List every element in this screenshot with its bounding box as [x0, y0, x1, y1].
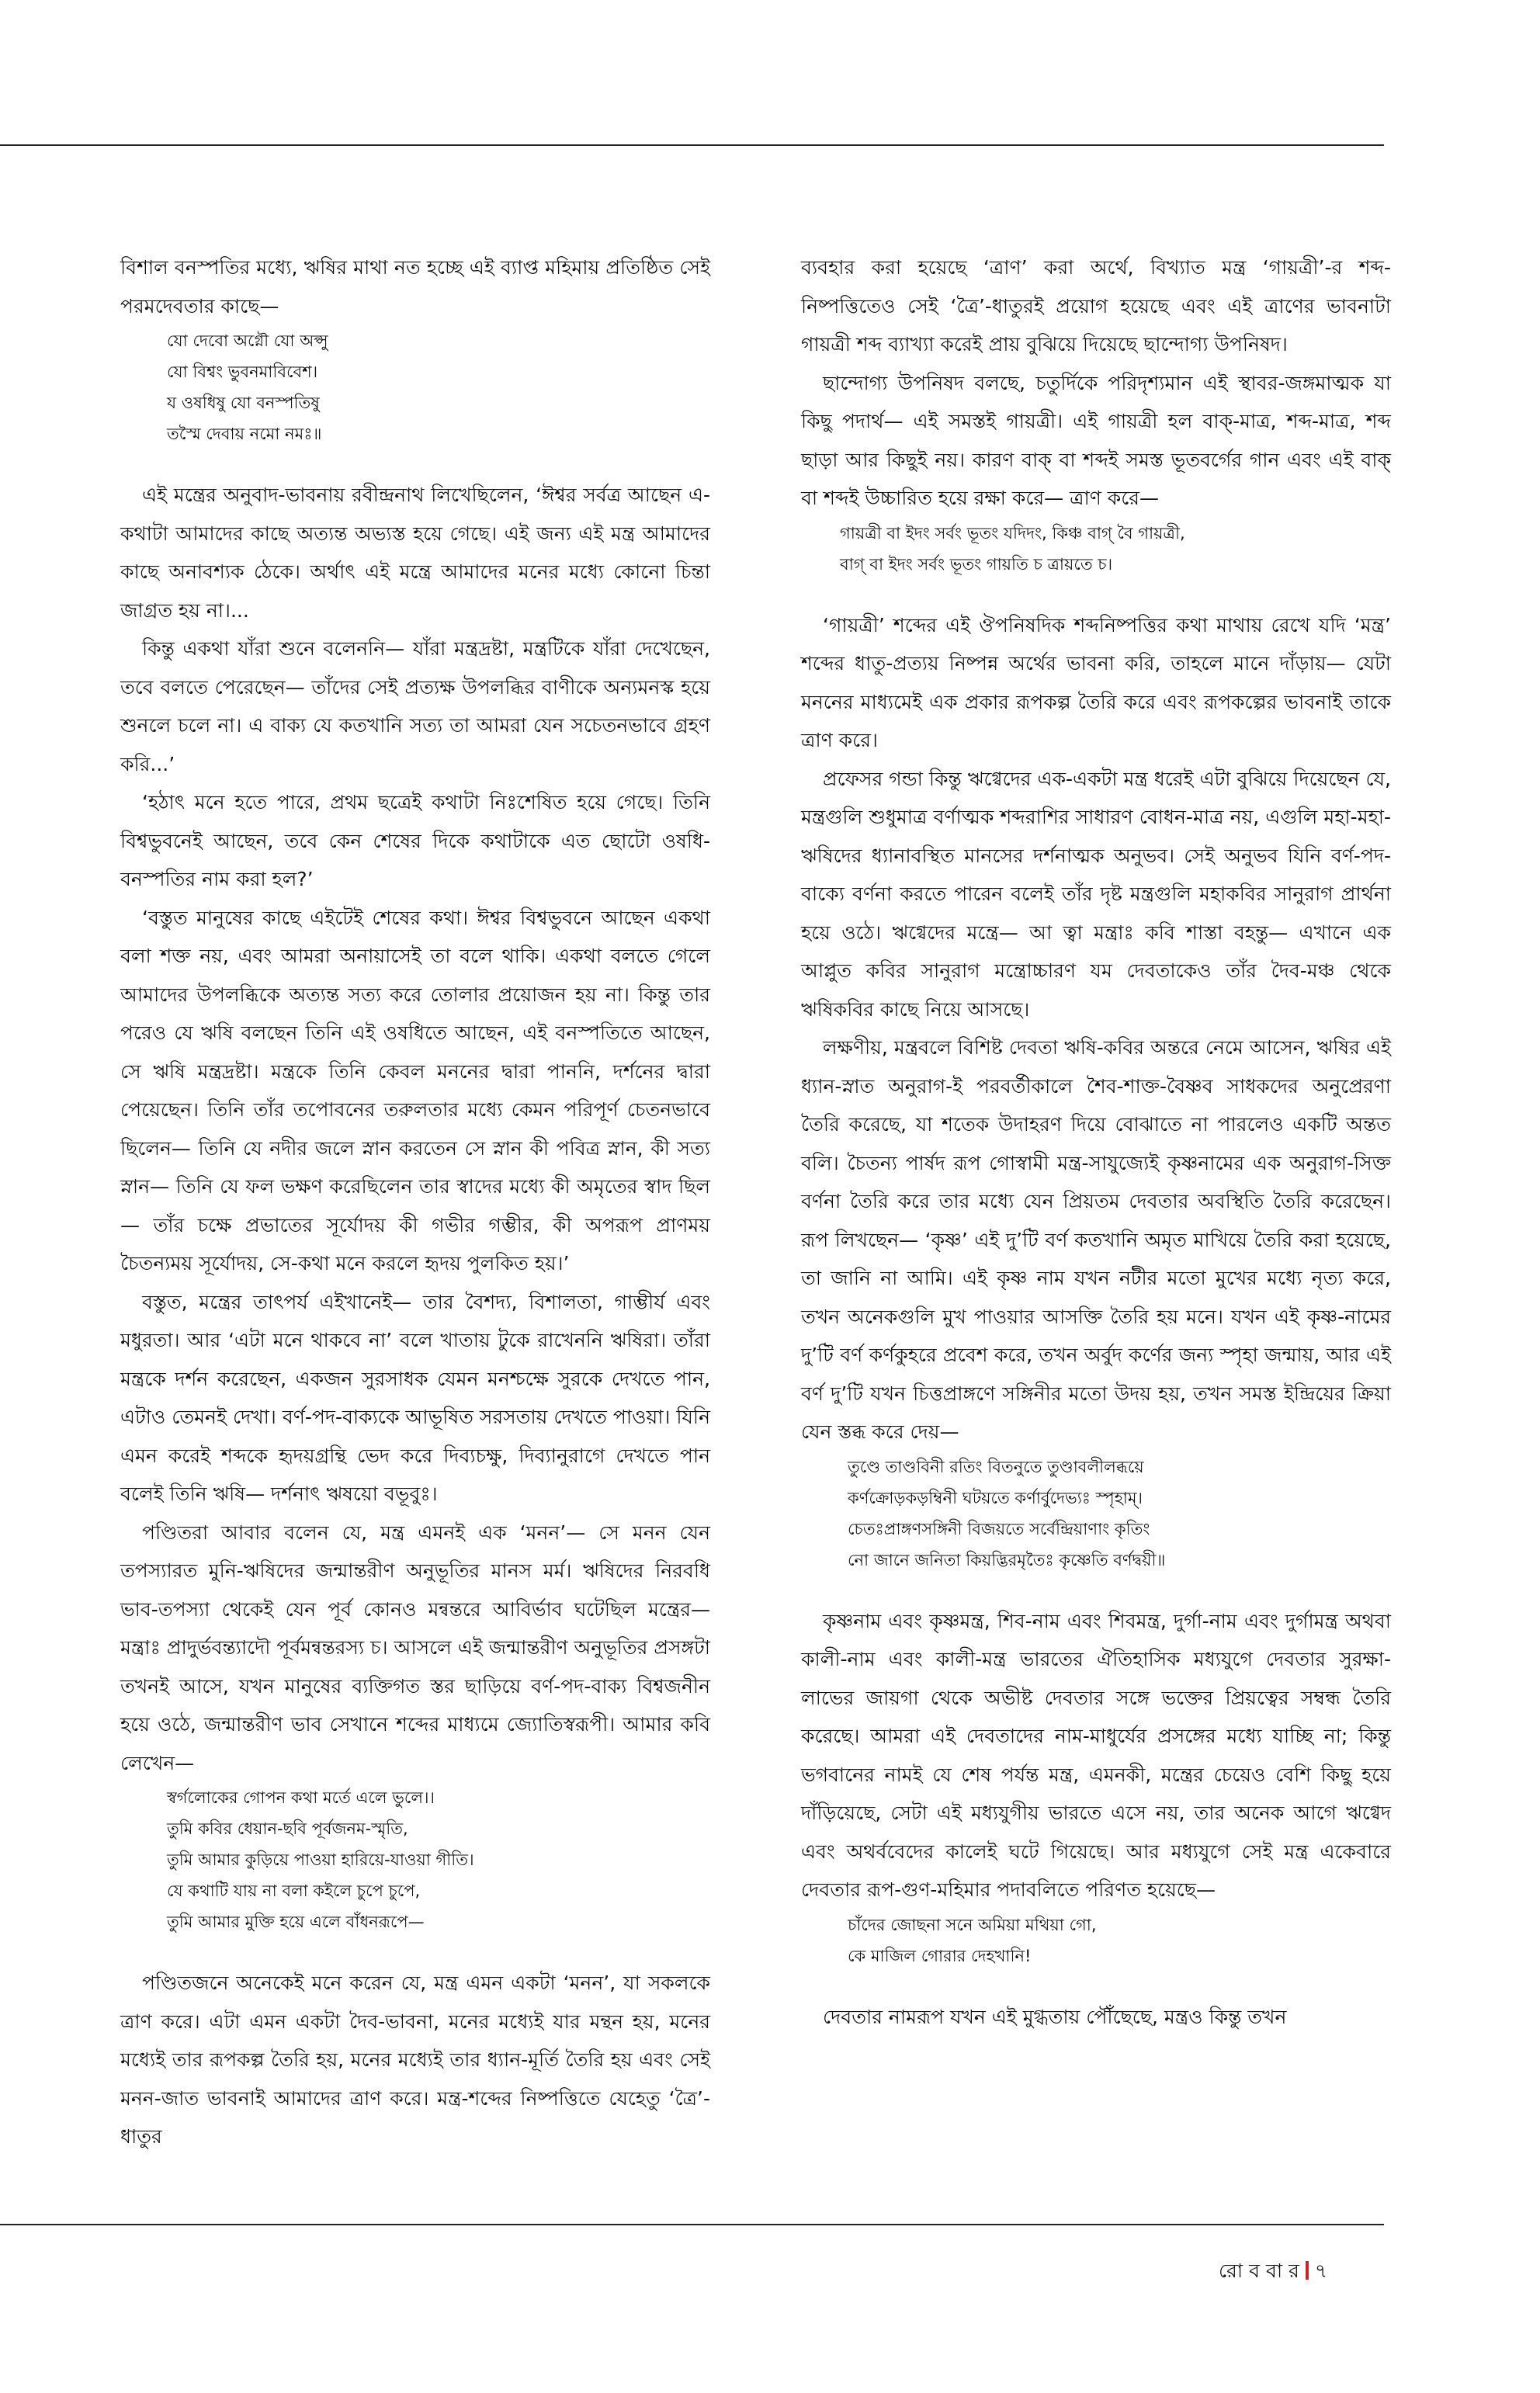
verse-block: [120, 325, 710, 449]
verse-line: তুণ্ডে তাণ্ডবিনী রতিং বিতনুতে তুণ্ডাবলীলব্ধয়ে: [848, 1457, 1144, 1476]
spacer: [120, 1937, 710, 1964]
verse-line: গায়ত্রী বা ইদং সর্বং ভূতং যদিদং, কিঞ্চ বাগ্ বৈ গায়ত্রী,: [840, 523, 1185, 543]
top-rule: [0, 144, 1384, 146]
paragraph: এই মন্ত্রের অনুবাদ-ভাবনায় রবীন্দ্রনাথ লিখেছিলেন, ‘ঈশ্বর সর্বত্র আছেন এ-কথাটা আমাদের কাছে অত্যন্ত অভ্যস্ত হয়ে গেছে। এই জন্য এই মন্ত্র আমাদের কাছে অনাবশ্যক ঠেকে। অর্থাৎ এই মন্ত্রে আমাদের মনের মধ্যে কোনো চিন্তা জাগ্রত হয় না।...: [120, 484, 710, 622]
paragraph: ছান্দোগ্য উপনিষদ বলছে, চতুর্দিকে পরিদৃশ্যমান এই স্থাবর-জঙ্গমাত্মক যা কিছু পদার্থ— এই সমস্তই গায়ত্রী। এই গায়ত্রী হল বাক্-মাত্র, শব্দ-মাত্র, শব্দ ছাড়া আর কিছুই নয়। কারণ বাক্ বা শব্দই সমস্ত ভূতবর্গের গান এবং এই বাক্ বা শব্দই উচ্চারিত হয়ে রক্ষা করে— ত্রাণ করে—: [801, 371, 1391, 509]
verse-line: য ওষধিষু যো বনস্পতিষু: [167, 394, 320, 412]
verse-line: যে কথাটি যায় না বলা কইলে চুপে চুপে,: [167, 1881, 421, 1900]
verse-line: তুমি আমার মুক্তি হয়ে এলে বাঁধনরূপে—: [167, 1913, 425, 1931]
paragraph: ‘গায়ত্রী’ শব্দের এই ঔপনিষদিক শব্দনিষ্পত্তির কথা মাথায় রেখে যদি ‘মন্ত্র’ শব্দের ধাতু-প্রত্যয় নিষ্পন্ন অর্থের ভাবনা করি, তাহলে মানে দাঁড়ায়— যেটা মননের মাধ্যমেই এক প্রকার রূপকল্প তৈরি করে এবং রূপকল্পের ভাবনাই তাকে ত্রাণ করে।: [801, 613, 1391, 751]
verse-line: তুমি কবির ধেয়ান-ছবি পূর্বজনম-স্মৃতি,: [167, 1819, 408, 1838]
paragraph: ‘হঠাৎ মনে হতে পারে, প্রথম ছত্রেই কথাটা নিঃশেষিত হয়ে গেছে। তিনি বিশ্বভুবনেই আছেন, তবে কেন শেষের দিকে কথাটাকে এত ছোটো ওষধি-বনস্পতির নাম করা হল?’: [120, 791, 710, 890]
verse-line: যো দেবো অগ্নৌ যো অপ্সু: [167, 331, 328, 350]
verse-line: নো জানে জনিতা কিয়দ্ভিরমৃতৈঃ কৃষ্ণেতি বর্ণদ্বয়ী॥: [848, 1550, 1166, 1569]
spacer: [801, 580, 1391, 606]
verse-line: চেতঃপ্রাঙ্গণসঙ্গিনী বিজয়তে সর্বেন্দ্রিয়াণাং কৃতিং: [848, 1519, 1150, 1538]
paragraph: লক্ষণীয়, মন্ত্রবলে বিশিষ্ট দেবতা ঋষি-কবির অন্তরে নেমে আসেন, ঋষির এই ধ্যান-স্নাত অনুরাগ-ই পরবর্তীকালে শৈব-শাক্ত-বৈষ্ণব সাধকদের অনুপ্রেরণা তৈরি করেছে, যা শতেক উদাহরণ দিয়ে বোঝাতে না পারলেও একটি অন্তত বলি। চৈতন্য পার্ষদ রূপ গোস্বামী মন্ত্র-সাযুজ্যেই কৃষ্ণনামের এক অনুরাগ-সিক্ত বর্ণনা তৈরি করে তার মধ্যে যেন প্রিয়তম দেবতার অবস্থিতি তৈরি করেছেন। রূপ লিখছেন— ‘কৃষ্ণ’ এই দু’টি বর্ণ কতখানি অমৃত মাখিয়ে তৈরি করা হয়েছে, তা জানি না আমি। এই কৃষ্ণ নাম যখন নটীর মতো মুখের মধ্যে নৃত্য করে, তখন অনেকগুলি মুখ পাওয়ার আসক্তি তৈরি হয় মনে। যখন এই কৃষ্ণ-নামের দু’টি বর্ণ কর্ণকুহরে প্রবেশ করে, তখন অর্বুদ কর্ণের জন্য স্পৃহা জন্মায়, আর এই বর্ণ দু’টি যখন চিত্তপ্রাঙ্গণে সঙ্গিনীর মতো উদয় হয়, তখন সমস্ত ইন্দ্রিয়ের ক্রিয়া যেন স্তব্ধ করে দেয়—: [801, 1036, 1391, 1443]
paragraph: কৃষ্ণনাম এবং কৃষ্ণমন্ত্র, শিব-নাম এবং শিবমন্ত্র, দুর্গা-নাম এবং দুর্গামন্ত্র অথবা কালী-নাম এবং কালী-মন্ত্র ভারতের ঐতিহাসিক মধ্যযুগে দেবতার সুরক্ষা-লাভের জায়গা থেকে অভীষ্ট দেবতার সঙ্গে ভক্তের প্রিয়ত্বের সম্বন্ধ তৈরি করেছে। আমরা এই দেবতাদের নাম-মাধুর্যের প্রসঙ্গের মধ্যে যাচ্ছি না; কিন্তু ভগবানের নামই যে শেষ পর্যন্ত মন্ত্র, এমনকী, মন্ত্রের চেয়েও বেশি কিছু হয়ে দাঁড়িয়েছে, সেটা এই মধ্যযুগীয় ভারতে এসে নয়, তার অনেক আগে ঋগ্বেদ এবং অথর্ববেদের কালেই ঘটে গিয়েছে। আর মধ্যযুগে সেই মন্ত্র একেবারে দেবতার রূপ-গুণ-মহিমার পদাবলিতে পরিণত হয়েছে—: [801, 1609, 1391, 1901]
paragraph: পণ্ডিতজনে অনেকেই মনে করেন যে, মন্ত্র এমন একটা ‘মনন’, যা সকলকে ত্রাণ করে। এটা এমন একটা দৈব-ভাবনা, মনের মধ্যেই যার মন্থন হয়, মনের মধ্যেই তার রূপকল্প তৈরি হয়, মনের মধ্যেই তার ধ্যান-মূর্তি তৈরি হয় এবং সেই মনন-জাত ভাবনাই আমাদের ত্রাণ করে। মন্ত্র-শব্দের নিষ্পত্তিতে যেহেতু ‘ত্রৈ’-ধাতুর: [120, 1972, 710, 2148]
paragraph: ‘বস্তুত মানুষের কাছে এইটেই শেষের কথা। ঈশ্বর বিশ্বভুবনে আছেন একথা বলা শক্ত নয়, এবং আমরা অনায়াসেই তা বলে থাকি। একথা বলতে গেলে আমাদের উপলব্ধিকে অত্যন্ত সত্য করে তোলার প্রয়োজন হয় না। কিন্তু তার পরেও যে ঋষি বলছেন তিনি এই ওষধিতে আছেন, এই বনস্পতিতে আছেন, সে ঋষি মন্ত্রদ্রষ্টা। মন্ত্রকে তিনি কেবল মননের দ্বারা পাননি, দর্শনের দ্বারা পেয়েছেন। তিনি তাঁর তপোবনের তরুলতার মধ্যে কেমন পরিপূর্ণ চেতনভাবে ছিলেন— তিনি যে নদীর জলে স্নান করতেন সে স্নান কী পবিত্র স্নান, কী সত্য স্নান— তিনি যে ফল ভক্ষণ করেছিলেন তার স্বাদের মধ্যে কী অমৃতের স্বাদ ছিল— তাঁর চক্ষে প্রভাতের সূর্যোদয় কী গভীর গম্ভীর, কী অপরূপ প্রাণময় চৈতন্যময় সূর্যোদয়, সে-কথা মনে করলে হৃদয় পুলকিত হয়।’: [120, 906, 711, 1275]
verse-line: কে মাজিল গোরার দেহখানি!: [848, 1946, 1032, 1965]
verse-line: কর্ণক্রোড়কড়ম্বিনী ঘটয়তে কর্ণার্বুদেভ্যঃ স্পৃহাম্।: [848, 1488, 1143, 1507]
separator-bar: [1306, 2261, 1309, 2280]
paragraph: ব্যবহার করা হয়েছে ‘ত্রাণ’ করা অর্থে, বিখ্যাত মন্ত্র ‘গায়ত্রী’-র শব্দ-নিষ্পত্তিতেও সেই ‘ত্রৈ’-ধাতুরই প্রয়োগ হয়েছে এবং এই ত্রাণের ভাবনাটা গায়ত্রী শব্দ ব্যাখ্যা করেই প্রায় বুঝিয়ে দিয়েছে ছান্দোগ্য উপনিষদ।: [801, 256, 1391, 355]
spacer: [120, 449, 710, 476]
page-footer: [1219, 2256, 1327, 2289]
spacer: [801, 1972, 1391, 1998]
verse-line: তস্মৈ দেবায় নমো নমঃ॥: [167, 425, 322, 443]
verse-line: যো বিশ্বং ভুবনমাবিবেশ।: [167, 362, 318, 381]
left-column: [120, 248, 710, 2156]
right-column: [801, 248, 1391, 2036]
verse-block: [120, 1782, 710, 1937]
verse-line: স্বর্গলোকের গোপন কথা মর্তে এলে ভুলে।।: [167, 1788, 435, 1807]
verse-block: [801, 1909, 1391, 1972]
verse-line: তুমি আমার কুড়িয়ে পাওয়া হারিয়ে-যাওয়া গীতি।: [167, 1850, 474, 1869]
magazine-name: রো ব বা র: [1219, 2259, 1299, 2282]
paragraph: প্রফেসর গন্ডা কিন্তু ঋগ্বেদের এক-একটা মন্ত্র ধরেই এটা বুঝিয়ে দিয়েছেন যে, মন্ত্রগুলি শুধুমাত্র বর্ণাত্মক শব্দরাশির সাধারণ বোধন-মাত্র নয়, এগুলি মহা-মহা-ঋষিদের ধ্যানাবস্থিত মানসের দর্শনাত্মক অনুভব। সেই অনুভব যিনি বর্ণ-পদ-বাক্যে বর্ণনা করতে পারেন বলেই তাঁর দৃষ্ট মন্ত্রগুলি মহাকবির সানুরাগ প্রার্থনা হয়ে ওঠে। ঋগ্বেদের মন্ত্রে— আ ত্বা মন্ত্রাঃ কবি শাস্তা বহন্তু— এখানে এক আপ্লুত কবির সানুরাগ মন্ত্রোচ্চারণ যম দেবতাকেও তাঁর দৈব-মঞ্চ থেকে ঋষিকবির কাছে নিয়ে আসছে।: [801, 767, 1391, 1021]
page-number: ৭: [1314, 2259, 1328, 2282]
verse-block: [801, 518, 1391, 580]
paragraph: পণ্ডিতরা আবার বলেন যে, মন্ত্র এমনই এক ‘মনন’— সে মনন যেন তপস্যারত মুনি-ঋষিদের জন্মান্তরীণ অনুভূতির মানস মর্ম। ঋষিদের নিরবধি ভাব-তপস্যা থেকেই যেন পূর্ব কোনও মন্বন্তরে আবির্ভাব ঘটেছিল মন্ত্রের— মন্ত্রাঃ প্রাদুর্ভবন্ত্যাদৌ পূর্বমন্বন্তরস্য চ। আসলে এই জন্মান্তরীণ অনুভূতির প্রসঙ্গটা তখনই আসে, যখন মানুষের ব্যক্তিগত স্তর ছাড়িয়ে বর্ণ-পদ-বাক্য বিশ্বজনীন হয়ে ওঠে, জন্মান্তরীণ ভাব সেখানে শব্দের মাধ্যমে জ্যোতিস্বরূপী। আমার কবি লেখেন—: [120, 1521, 710, 1774]
paragraph: কিন্তু একথা যাঁরা শুনে বলেননি— যাঁরা মন্ত্রদ্রষ্টা, মন্ত্রটিকে যাঁরা দেখেছেন, তবে বলতে পেরেছেন— তাঁদের সেই প্রত্যক্ষ উপলব্ধির বাণীকে অন্যমনস্ক হয়ে শুনলে চলে না। এ বাক্য যে কতখানি সত্য তা আমরা যেন সচেতনভাবে গ্রহণ করি...’: [120, 637, 710, 775]
verse-line: বাগ্ বা ইদং সর্বং ভূতং গায়তি চ ত্রায়তে চ।: [840, 554, 1113, 574]
paragraph: বস্তুত, মন্ত্রের তাৎপর্য এইখানেই— তার বৈশদ্য, বিশালতা, গাম্ভীর্য এবং মধুরতা। আর ‘এটা মনে থাকবে না’ বলে খাতায় টুকে রাখেননি ঋষিরা। তাঁরা মন্ত্রকে দর্শন করেছেন, একজন সুরসাধক যেমন মনশ্চক্ষে সুরকে দেখতে পান, এটাও তেমনই দেখা। বর্ণ-পদ-বাক্যকে আভূষিত সরসতায় দেখতে পাওয়া। যিনি এমন করেই শব্দকে হৃদয়গ্রন্থি ভেদ করে দিব্যচক্ষু, দিব্যানুরাগে দেখতে পান বলেই তিনি ঋষি— দর্শনাৎ ঋষয়ো বভূবুঃ।: [120, 1290, 710, 1505]
verse-line: চাঁদের জোছনা সনে অমিয়া মথিয়া গো,: [848, 1915, 1097, 1934]
paragraph: বিশাল বনস্পতির মধ্যে, ঋষির মাথা নত হচ্ছে এই ব্যাপ্ত মহিমায় প্রতিষ্ঠিত সেই পরমদেবতার কাছে—: [120, 256, 710, 317]
bottom-rule: [0, 2224, 1384, 2225]
paragraph: দেবতার নামরূপ যখন এই মুগ্ধতায় পৌঁছেছে, মন্ত্রও কিন্তু তখন: [823, 2005, 1287, 2028]
verse-block: [801, 1451, 1391, 1576]
spacer: [801, 1576, 1391, 1602]
